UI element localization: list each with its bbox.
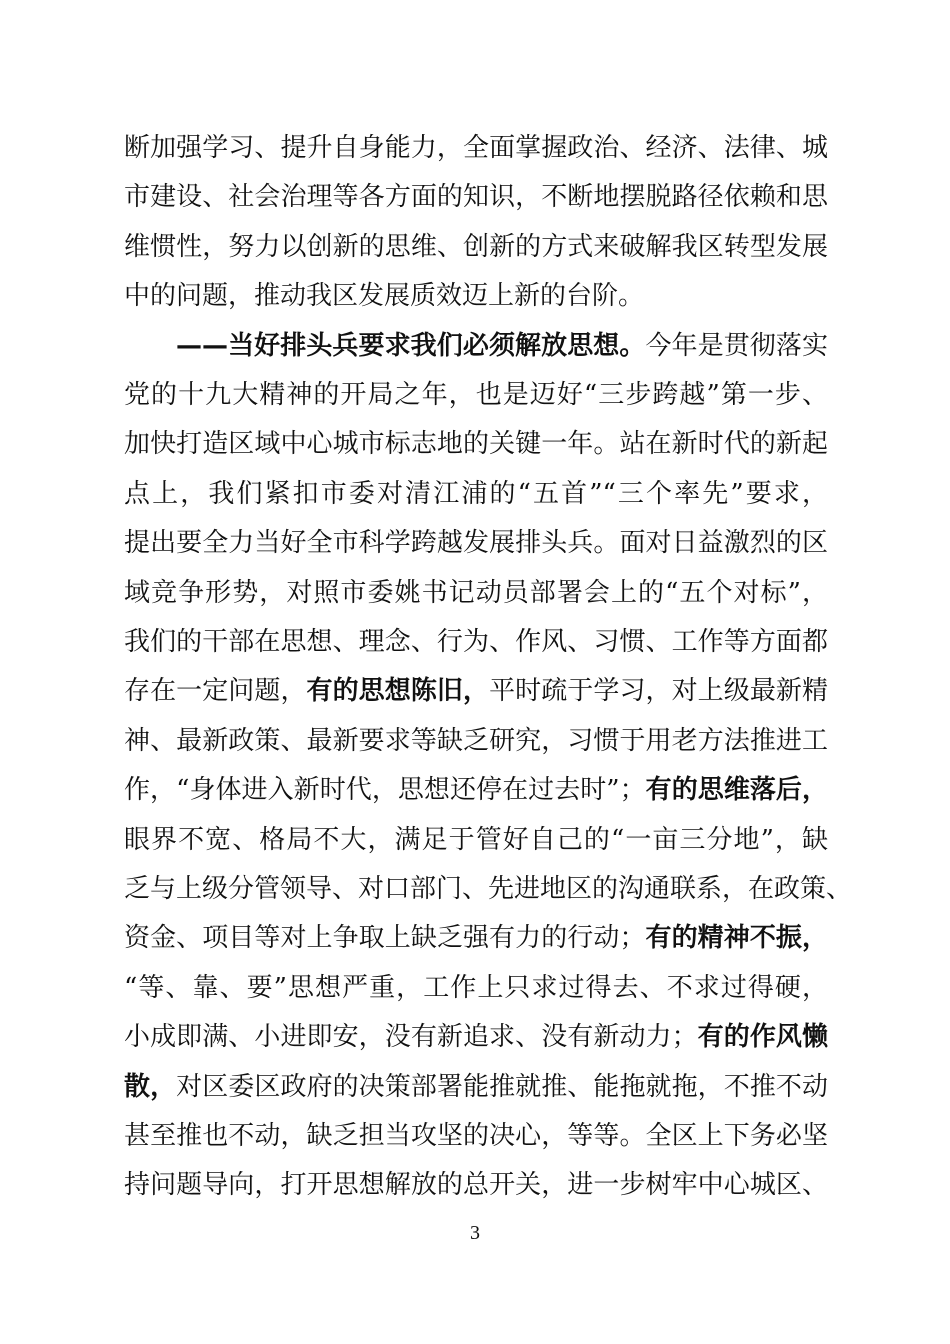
text-line bbox=[124, 667, 828, 715]
text-line bbox=[124, 1013, 828, 1061]
bold-phrase: 有的思想陈旧， bbox=[306, 676, 490, 706]
text-line: 市建设、社会治理等各方面的知识，不断地摆脱路径依赖和思 bbox=[124, 182, 828, 212]
text-line bbox=[124, 766, 828, 814]
text-span: 存在一定问题， bbox=[124, 676, 307, 706]
text-span: 资金、项目等对上争取上缺乏强有力的行动； bbox=[124, 923, 646, 953]
text-line: 断加强学习、提升自身能力，全面掌握政治、经济、法律、城 bbox=[124, 133, 828, 163]
text-line: 加快打造区域中心城市标志地的关键一年。站在新时代的新起 bbox=[124, 429, 828, 459]
text-span: 平时疏于学习，对上级最新精 bbox=[489, 676, 828, 706]
text-line: “等、靠、要”思想严重，工作上只求过得去、不求过得硬， bbox=[124, 973, 828, 1003]
text-line: 点上，我们紧扣市委对清江浦的“五首”“三个率先”要求， bbox=[124, 479, 828, 509]
text-line: 甚至推也不动，缺乏担当攻坚的决心，等等。全区上下务必坚 bbox=[124, 1121, 828, 1151]
text-line: 提出要全力当好全市科学跨越发展排头兵。面对日益激烈的区 bbox=[124, 528, 828, 558]
text-line: 持问题导向，打开思想解放的总开关，进一步树牢中心城区、 bbox=[124, 1170, 828, 1200]
bold-phrase: 散， bbox=[124, 1072, 177, 1102]
text-line: 中的问题，推动我区发展质效迈上新的台阶。 bbox=[124, 281, 645, 311]
text-line: 眼界不宽、格局不大，满足于管好自己的“一亩三分地”，缺 bbox=[124, 825, 828, 855]
bold-phrase: 有的精神不振， bbox=[645, 923, 828, 953]
text-line: 维惯性，努力以创新的思维、创新的方式来破解我区转型发展 bbox=[124, 232, 828, 262]
text-line: 神、最新政策、最新要求等缺乏研究，习惯于用老方法推进工 bbox=[124, 726, 828, 756]
text-line: 乏与上级分管领导、对口部门、先进地区的沟通联系，在政策、 bbox=[124, 874, 853, 904]
text-line: 党的十九大精神的开局之年，也是迈好“三步跨越”第一步、 bbox=[124, 380, 828, 410]
text-span: 作，“身体进入新时代，思想还停在过去时”； bbox=[124, 775, 646, 805]
page-number: 3 bbox=[470, 1222, 480, 1244]
bold-phrase: 有的思维落后， bbox=[645, 775, 828, 805]
text-span: 小成即满、小进即安，没有新追求、没有新动力； bbox=[124, 1022, 698, 1052]
bold-heading: ——当好排头兵要求我们必须解放思想。 bbox=[176, 331, 646, 361]
text-line: 域竞争形势，对照市委姚书记动员部署会上的“五个对标”， bbox=[124, 578, 828, 608]
text-line bbox=[124, 914, 828, 962]
text-span: 对区委区政府的决策部署能推就推、能拖就拖，不推不动 bbox=[176, 1072, 828, 1102]
text-line: 我们的干部在思想、理念、行为、作风、习惯、工作等方面都 bbox=[124, 627, 828, 657]
text-span: 今年是贯彻落实 bbox=[645, 331, 828, 361]
text-line bbox=[176, 322, 828, 370]
text-line bbox=[124, 1063, 828, 1111]
bold-phrase: 有的作风懒 bbox=[697, 1022, 828, 1052]
